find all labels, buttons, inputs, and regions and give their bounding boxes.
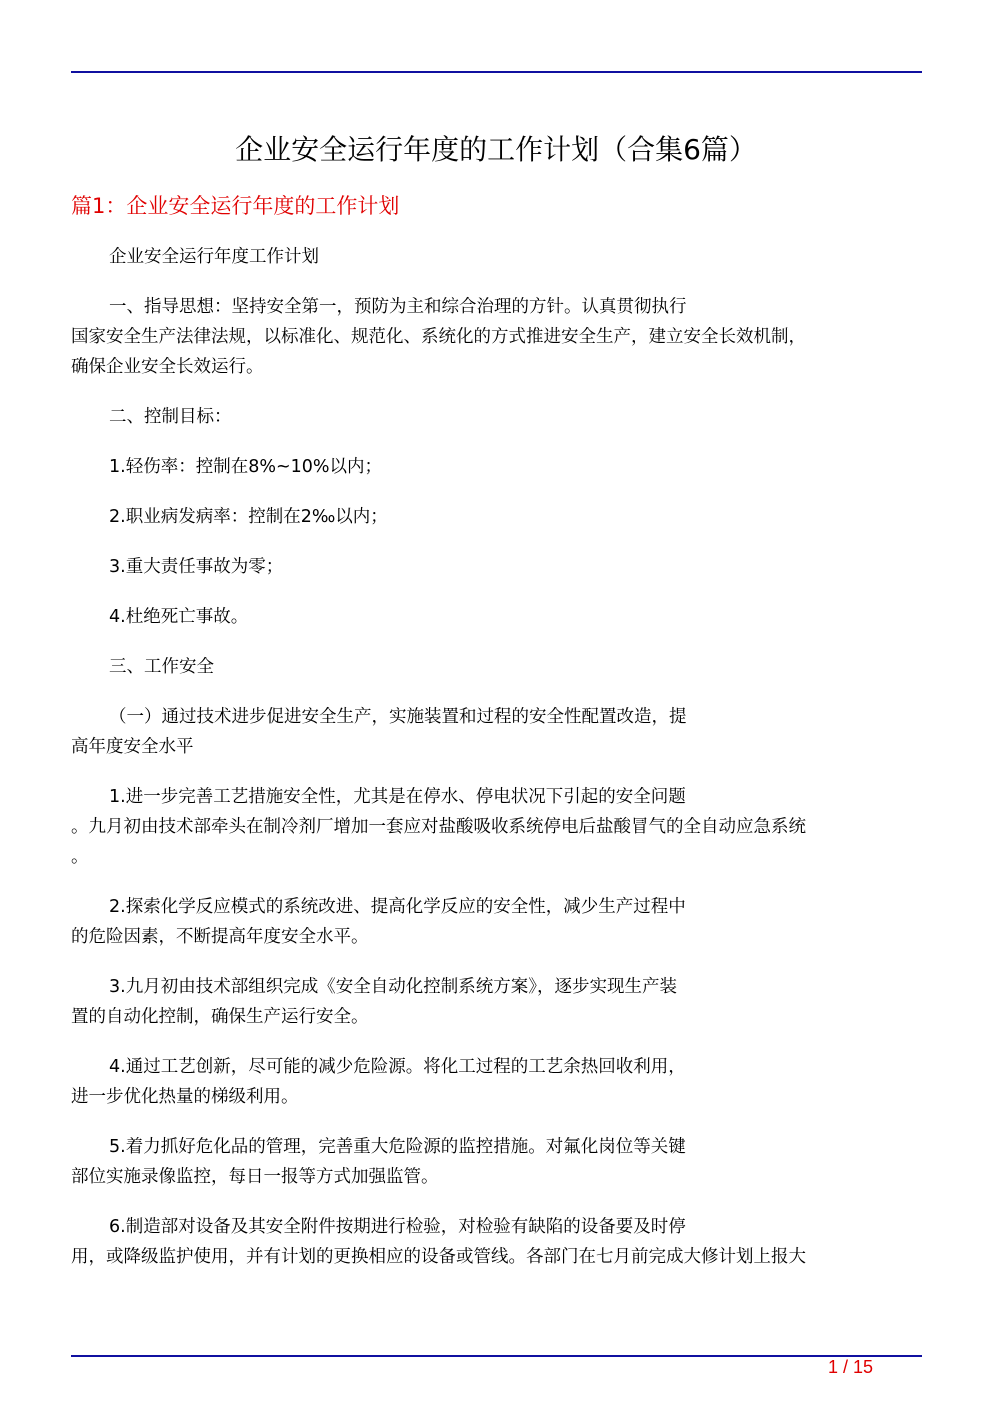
document-title: 企业安全运行年度的工作计划（合集6篇）: [235, 133, 757, 166]
paragraph: [71, 552, 922, 582]
paragraph-line: 进一步优化热量的梯级利用。: [71, 1087, 299, 1107]
paragraph-line: 4.通过工艺创新，尽可能的减少危险源。将化工过程的工艺余热回收利用，: [109, 1057, 686, 1077]
header-rule: [71, 71, 922, 73]
paragraph-line: （一）通过技术进步促进安全生产，实施装置和过程的安全性配置改造，提: [109, 707, 687, 727]
paragraph-line: 二、控制目标：: [109, 407, 232, 427]
paragraph: [71, 1212, 922, 1272]
paragraph: [71, 602, 922, 632]
paragraph-line: 4.杜绝死亡事故。: [109, 607, 249, 627]
paragraph: [71, 892, 922, 952]
paragraph-line: 。九月初由技术部牵头在制冷剂厂增加一套应对盐酸吸收系统停电后盐酸冒气的全自动应急系统: [71, 817, 806, 837]
paragraph-line: 国家安全生产法律法规，以标准化、规范化、系统化的方式推进安全生产，建立安全长效机制，: [71, 327, 806, 347]
page-indicator: 1 / 15: [828, 1357, 874, 1377]
paragraph-line: 企业安全运行年度工作计划: [109, 247, 319, 267]
section-heading: 篇1：企业安全运行年度的工作计划: [71, 194, 400, 218]
paragraph: [71, 292, 922, 382]
paragraph-line: 2.探索化学反应模式的系统改进、提高化学反应的安全性，减少生产过程中: [109, 897, 686, 917]
paragraph-line: 部位实施录像监控，每日一报等方式加强监管。: [71, 1167, 439, 1187]
paragraph: [71, 452, 922, 482]
paragraph: [71, 972, 922, 1032]
document-body: [71, 242, 922, 1292]
paragraph: [71, 702, 922, 762]
paragraph: [71, 782, 922, 872]
paragraph-line: 高年度安全水平: [71, 737, 194, 757]
paragraph: [71, 502, 922, 532]
paragraph: [71, 1052, 922, 1112]
paragraph-line: 用，或降级监护使用，并有计划的更换相应的设备或管线。各部门在七月前完成大修计划上报大: [71, 1247, 806, 1267]
footer-rule: [71, 1355, 922, 1357]
paragraph-line: 。: [71, 847, 89, 867]
paragraph-line: 1.轻伤率：控制在8%~10%以内；: [109, 457, 383, 477]
paragraph-line: 5.着力抓好危化品的管理，完善重大危险源的监控措施。对氟化岗位等关键: [109, 1137, 686, 1157]
paragraph-line: 6.制造部对设备及其安全附件按期进行检验，对检验有缺陷的设备要及时停: [109, 1217, 686, 1237]
paragraph-line: 三、工作安全: [109, 657, 214, 677]
paragraph-line: 2.职业病发病率：控制在2‰以内；: [109, 507, 388, 527]
paragraph: [71, 652, 922, 682]
paragraph-line: 3.九月初由技术部组织完成《安全自动化控制系统方案》，逐步实现生产装: [109, 977, 677, 997]
paragraph: [71, 242, 922, 272]
paragraph-line: 3.重大责任事故为零；: [109, 557, 284, 577]
paragraph-line: 的危险因素，不断提高年度安全水平。: [71, 927, 369, 947]
paragraph-line: 1.进一步完善工艺措施安全性，尤其是在停水、停电状况下引起的安全问题: [109, 787, 686, 807]
paragraph-line: 置的自动化控制，确保生产运行安全。: [71, 1007, 369, 1027]
paragraph-line: 一、指导思想：坚持安全第一，预防为主和综合治理的方针。认真贯彻执行: [109, 297, 687, 317]
paragraph: [71, 1132, 922, 1192]
paragraph: [71, 402, 922, 432]
paragraph-line: 确保企业安全长效运行。: [71, 357, 264, 377]
